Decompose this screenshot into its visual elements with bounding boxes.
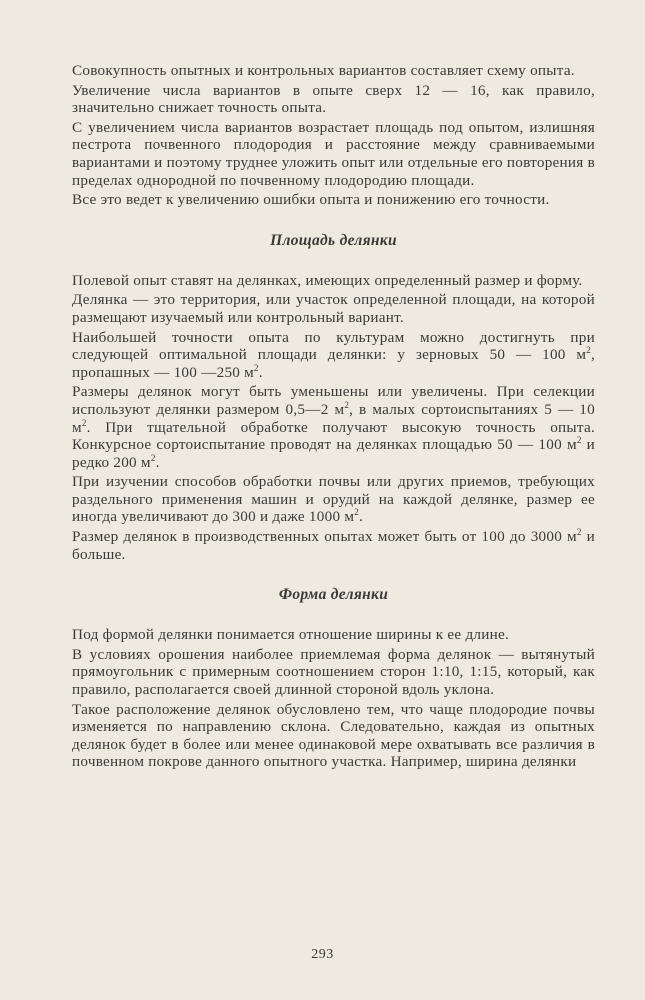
superscript: 2: [344, 399, 350, 410]
paragraph: При изучении способов обработки почвы или других приемов, требующих раздельного применения машин и орудий на каждой делянке, размер ее иногда увеличивают до 300 и даже 1000 $м^2$.: [72, 473, 595, 526]
superscript: 2: [576, 435, 582, 446]
paragraph: Наибольшей точности опыта по культурам можно достигнуть при следующей оптимальной площади делянки: у зерновых 50 — 100 $м^2$, пропашных — 100 —250 $м^2$.: [72, 328, 595, 381]
section-heading-plot-area: Площадь делянки: [270, 231, 397, 249]
superscript: 2: [81, 417, 87, 428]
paragraph: Увеличение числа вариантов в опыте сверх 12 — 16, как правило, значительно снижает точность опыта.: [72, 81, 595, 117]
section-heading-plot-shape: Форма делянки: [278, 586, 389, 604]
paragraph: Размеры делянок могут быть уменьшены или увеличены. При селекции используют делянки размером 0,5—2 $м^2$, в малых сортоиспытаниях 5 — 10 $м^2$. При тщательной обработке получают высокую точность опыта. Конкурсное сортоиспытание проводят на делянках площадью 50 — 100 $м^2$ и редко 200 $м^2$.: [72, 383, 595, 471]
paragraph: Размер делянок в производственных опытах может быть от 100 до 3000 $м^2$ и больше.: [72, 527, 595, 563]
superscript: 2: [150, 452, 156, 463]
paragraph: С увеличением числа вариантов возрастает площадь под опытом, излишняя пестрота почвенного плодородия и расстояние между сравниваемыми вариантами и поэтому труднее уложить опыт или отдельные его повторения в пределах однородной по почвенному плодородию площади.: [72, 118, 595, 189]
paragraph: Под формой делянки понимается отношение ширины к ее длине.: [72, 626, 510, 644]
superscript: 2: [354, 507, 359, 518]
paragraph: Совокупность опытных и контрольных вариантов составляет схему опыта.: [72, 62, 575, 79]
paragraph: Делянка — это территория, или участок определенной площади, на которой размещают изучаемый или контрольный вариант.: [72, 291, 595, 326]
paragraph: В условиях орошения наиболее приемлемая форма делянок — вытянутый прямоугольник с примерным соотношением сторон 1:10, 1:15, который, как правило, располагается своей длинной стороной вдоль уклона.: [72, 645, 595, 699]
superscript: 2: [254, 362, 259, 373]
paragraph: Такое расположение делянок обусловлено тем, что чаще плодородие почвы изменяется по направлению склона. Следовательно, каждая из опытных делянок будет в более или менее одинаковой мере охватывать все различия в почвенном покрове данного опытного участка. Например, ширина делянки: [72, 700, 595, 771]
page-number: 293: [311, 947, 334, 962]
superscript: 2: [586, 345, 591, 356]
paragraph: Все это ведет к увеличению ошибки опыта и понижению его точности.: [72, 191, 550, 209]
superscript: 2: [576, 527, 582, 537]
page-body: [72, 62, 595, 771]
paragraph: Полевой опыт ставят на делянках, имеющих определенный размер и форму.: [72, 271, 583, 289]
